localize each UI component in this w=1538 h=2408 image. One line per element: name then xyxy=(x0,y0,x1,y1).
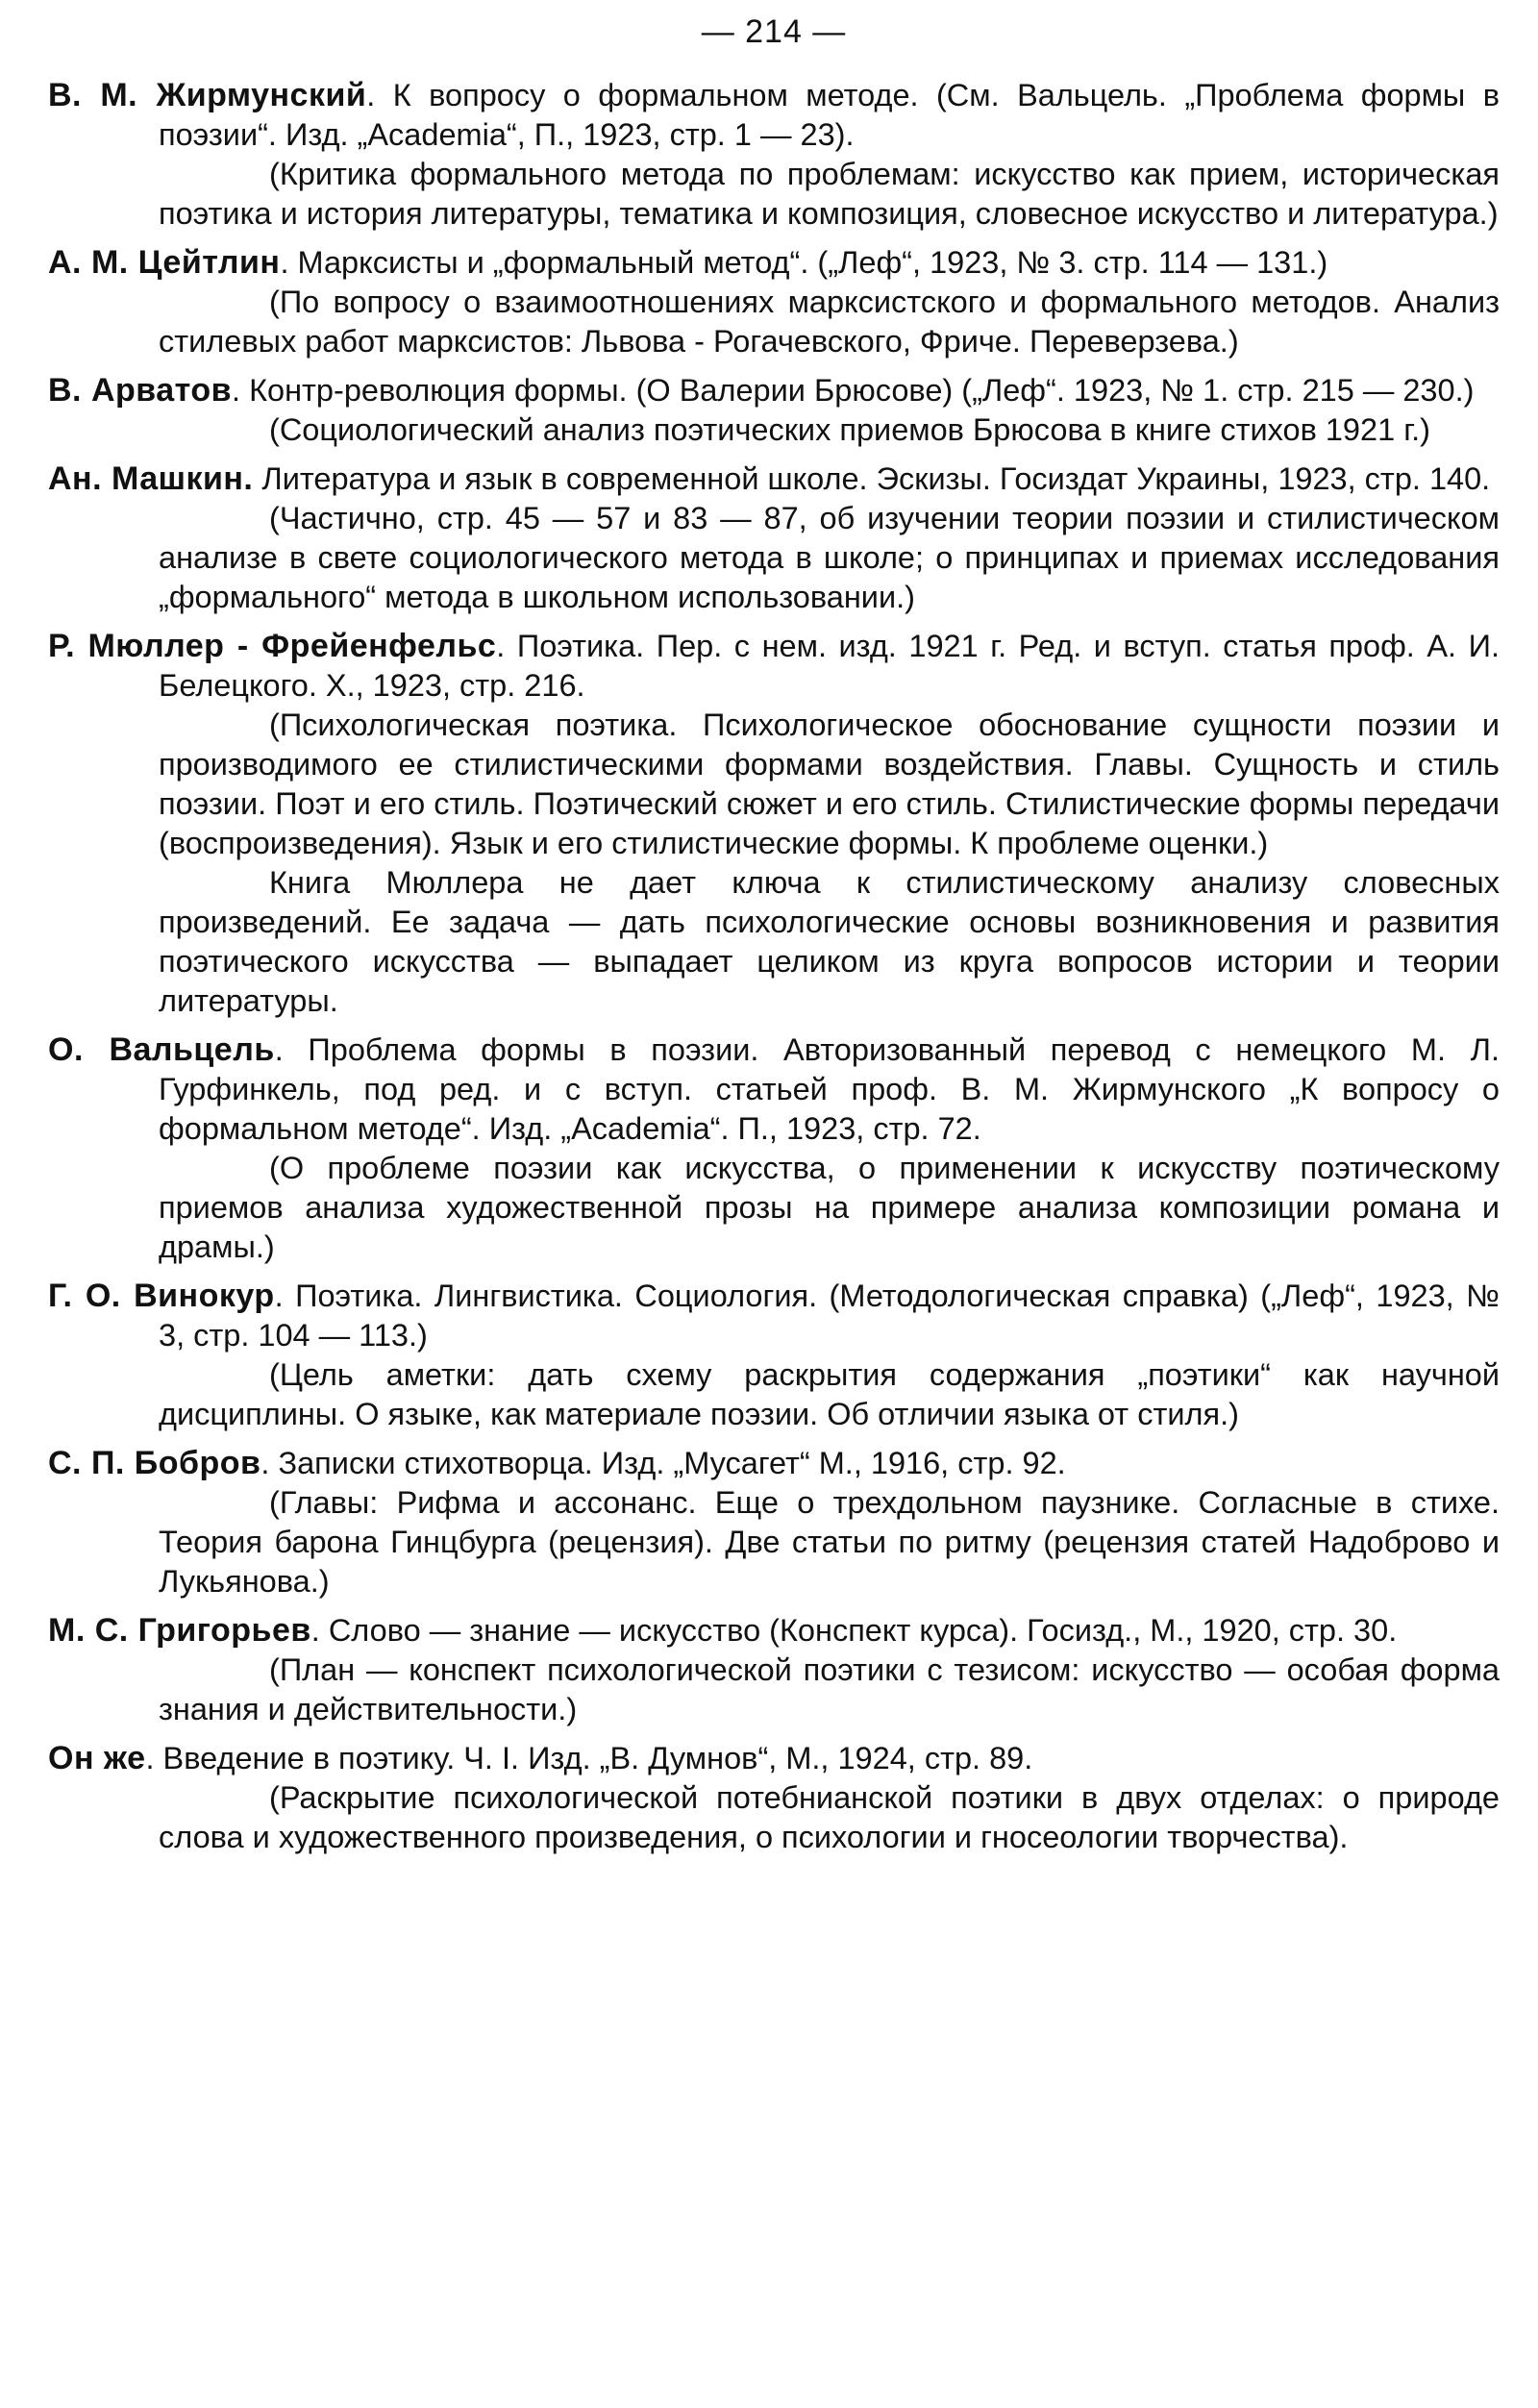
entry-title: . Поэтика. Пер. с нем. изд. 1921 г. Ред. и вступ. статья проф. А. И. Белецкого. Х., 1923, стр. 216. xyxy=(159,629,1500,703)
entry-citation xyxy=(48,1739,1500,1778)
entry-title: . Записки стихотворца. Изд. „Мусагет“ М., 1916, стр. 92. xyxy=(260,1446,1066,1480)
entry-author: О. Вальцель xyxy=(48,1031,275,1068)
entry-title: . Введение в поэтику. Ч. I. Изд. „В. Думнов“, М., 1924, стр. 89. xyxy=(145,1741,1033,1775)
bibliography-entry xyxy=(48,1611,1500,1729)
entry-author: В. М. Жирмунский xyxy=(48,77,367,113)
entry-title: . Марксисты и „формальный метод“. („Леф“, 1923, № 3. стр. 114 — 131.) xyxy=(280,245,1328,280)
entry-author: Г. О. Винокур xyxy=(48,1278,275,1314)
entry-citation xyxy=(48,459,1500,499)
entry-citation xyxy=(48,1611,1500,1651)
bibliography-entry xyxy=(48,1739,1500,1857)
entry-citation xyxy=(48,243,1500,283)
entry-author: Он же xyxy=(48,1740,146,1776)
entry-author: В. Арватов xyxy=(48,372,233,409)
bibliography-entry xyxy=(48,459,1500,617)
bibliography-entry xyxy=(48,1030,1500,1267)
entry-citation xyxy=(48,76,1500,155)
bibliography-entry xyxy=(48,371,1500,450)
entry-annotation: (Раскрытие психологической потебнианской поэтики в двух отделах: о природе слова и художественного произведения, о психологии и гносеологии творчества). xyxy=(159,1780,1500,1854)
entry-commentary: Книга Мюллера не дает ключа к стилистическому анализу словесных произведений. Ее задача — дать психологические основы возникновения и развития поэтического искусства — выпадает целиком из круга вопросов истории и теории литературы. xyxy=(159,865,1500,1018)
entry-annotation: (О проблеме поэзии как искусства, о применении к искусству поэтическому приемов анализа художественной прозы на примере анализа композиции романа и драмы.) xyxy=(159,1151,1500,1264)
bibliography-entry xyxy=(48,243,1500,361)
entry-title: . К вопросу о формальном методе. (См. Вальцель. „Проблема формы в поэзии“. Изд. „Academia“, П., 1923, стр. 1 — 23). xyxy=(159,78,1500,152)
entry-annotation: (Главы: Рифма и ассонанс. Еще о трехдольном паузнике. Согласные в стихе. Теория барона Гинцбурга (рецензия). Две статьи по ритму (рецензия статей Надоброво и Лукьянова.) xyxy=(159,1485,1500,1599)
entry-annotation: (Цель аметки: дать схему раскрытия содержания „поэтики“ как научной дисциплины. О языке, как материале поэзии. Об отличии языка от стиля.) xyxy=(159,1357,1500,1431)
entry-author: А. М. Цейтлин xyxy=(48,244,281,281)
entry-author: М. С. Григорьев xyxy=(48,1612,311,1649)
entry-citation xyxy=(48,1277,1500,1355)
entry-author: Р. Мюллер - Фрейенфельс xyxy=(48,628,497,664)
entry-annotation: (Частично, стр. 45 — 57 и 83 — 87, об изучении теории поэзии и стилистическом анализе в свете социологического метода в школе; о принципах и приемах исследования „формального“ метода в школьном использовании.) xyxy=(159,501,1500,614)
entry-title: . Проблема формы в поэзии. Авторизованный перевод с немецкого М. Л. Гурфинкель, под ред. и с вступ. статьей проф. В. М. Жирмунского „К вопросу о формальном методе“. Изд. „Academia“. П., 1923, стр. 72. xyxy=(159,1032,1500,1146)
book-page xyxy=(48,13,1500,1867)
entry-title: . Поэтика. Лингвистика. Социология. (Методологическая справка) („Леф“, 1923, № 3, стр. 104 — 113.) xyxy=(159,1278,1501,1353)
entry-citation xyxy=(48,1444,1500,1483)
bibliography-entry xyxy=(48,1277,1500,1434)
entry-citation xyxy=(48,371,1500,410)
bibliography-entry xyxy=(48,627,1500,1021)
entry-citation xyxy=(48,1030,1500,1149)
entry-author: С. П. Бобров xyxy=(48,1445,261,1481)
entry-author: Ан. Машкин. xyxy=(48,460,254,497)
entry-annotation: (По вопросу о взаимоотношениях марксистского и формального методов. Анализ стилевых работ марксистов: Львова - Рогачевского, Фриче. Переверзева.) xyxy=(159,285,1500,359)
entry-annotation: (План — конспект психологической поэтики с тезисом: искусство — особая форма знания и действительности.) xyxy=(159,1652,1500,1726)
entry-annotation: (Психологическая поэтика. Психологическое обоснование сущности поэзии и производимого ее стилистическими формами воздействия. Главы. Сущность и стиль поэзии. Поэт и его стиль. Поэтический сюжет и его стиль. Стилистические формы передачи (воспроизведения). Язык и его стилистические формы. К проблеме оценки.) xyxy=(159,708,1500,860)
bibliography-entry xyxy=(48,1444,1500,1601)
bibliography-entry xyxy=(48,76,1500,234)
entry-title: . Контр-революция формы. (О Валерии Брюсове) („Леф“. 1923, № 1. стр. 215 — 230.) xyxy=(232,373,1475,408)
entry-title: . Слово — знание — искусство (Конспект курса). Госизд., М., 1920, стр. 30. xyxy=(310,1613,1398,1648)
entry-annotation: (Социологический анализ поэтических приемов Брюсова в книге стихов 1921 г.) xyxy=(269,412,1430,447)
entry-annotation: (Критика формального метода по проблемам: искусство как прием, историческая поэтика и история литературы, тематика и композиция, словесное искусство и литература.) xyxy=(159,157,1500,231)
page-number: — 214 — xyxy=(701,13,847,50)
entry-title: Литература и язык в современной школе. Эскизы. Госиздат Украины, 1923, стр. 140. xyxy=(253,461,1491,496)
entry-citation xyxy=(48,627,1500,706)
